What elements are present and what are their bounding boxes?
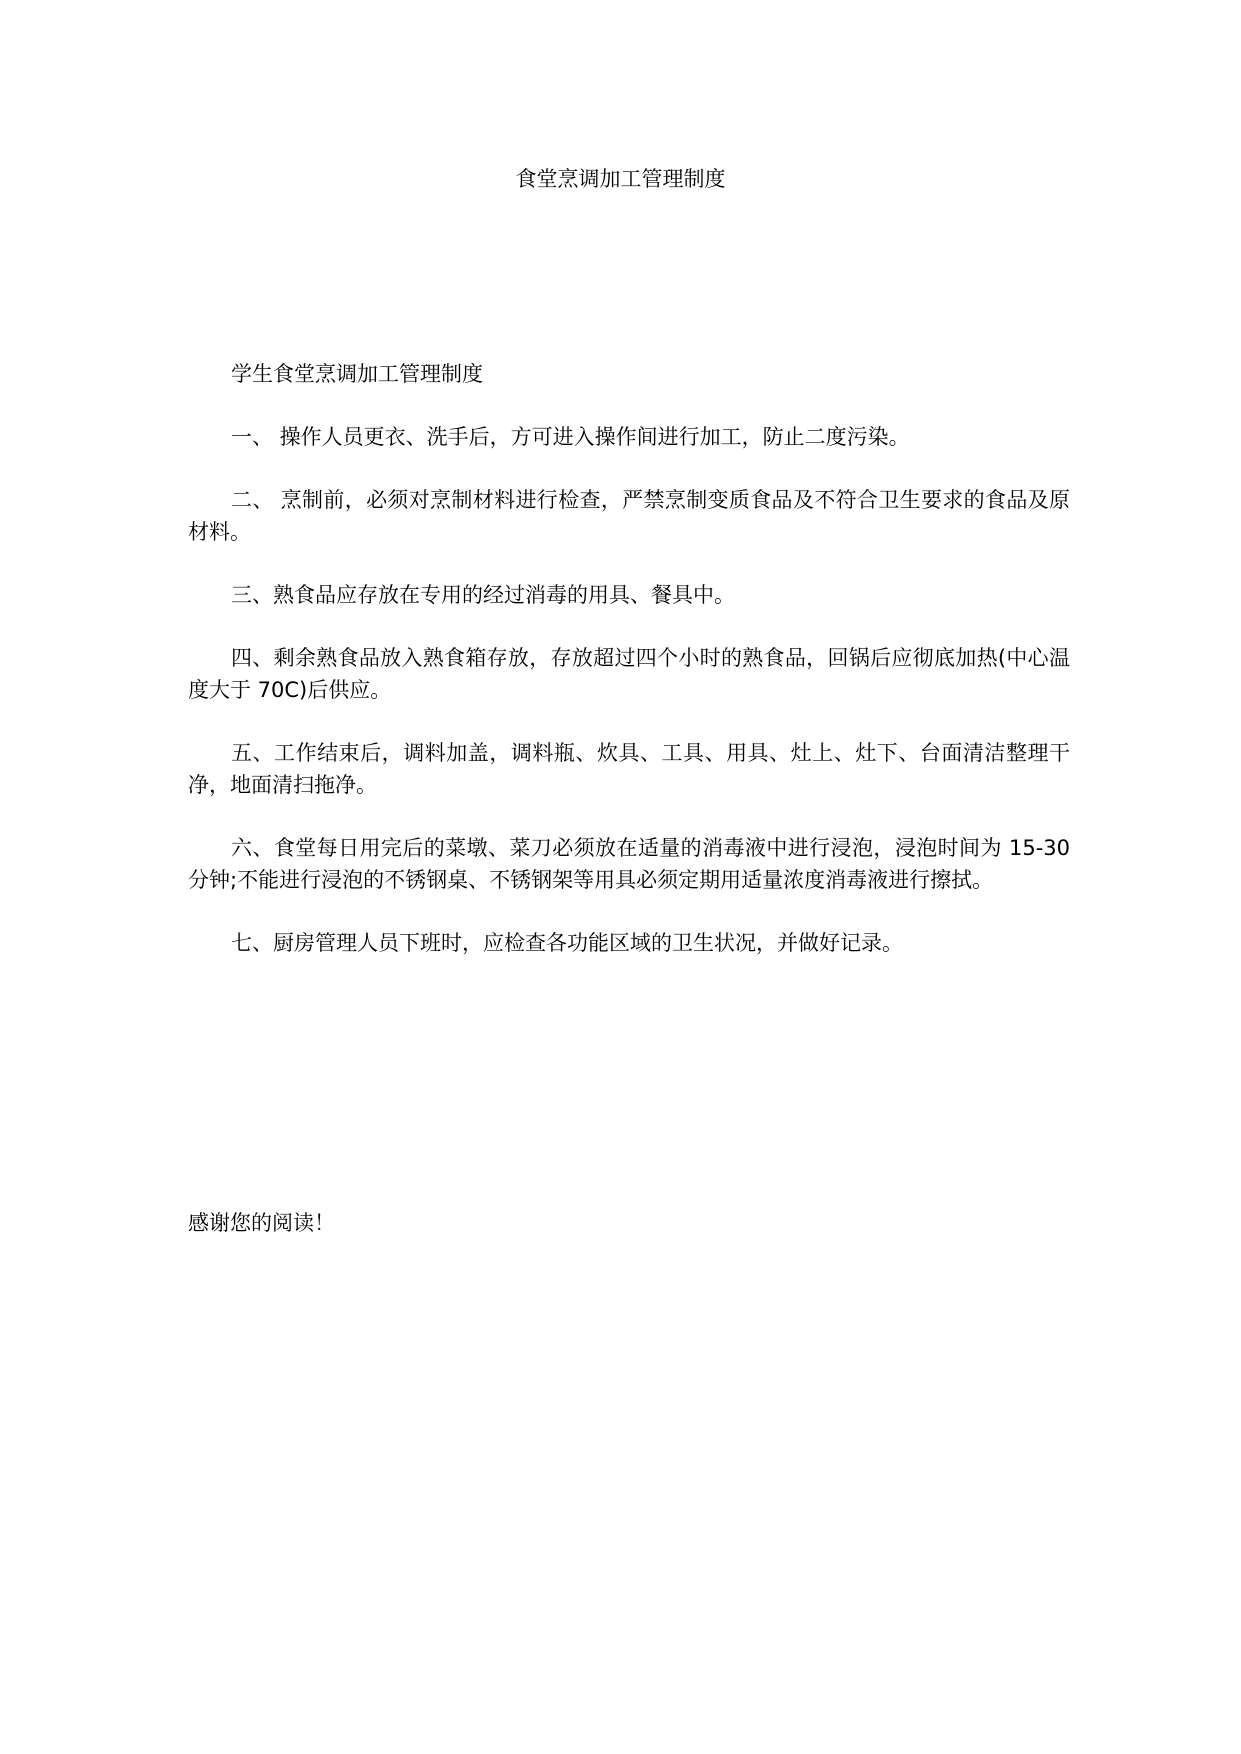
rule-item-1: 一、 操作人员更衣、洗手后，方可进入操作间进行加工，防止二度污染。 — [231, 425, 910, 449]
rule-item-7: 七、厨房管理人员下班时，应检查各功能区域的卫生状况，并做好记录。 — [231, 931, 903, 955]
rule-item-5: 五、工作结束后，调料加盖，调料瓶、炊具、工具、用具、灶上、灶下、台面清洁整理干净，地面清扫拖净。 — [188, 741, 1070, 797]
rule-item-2: 二、 烹制前，必须对烹制材料进行检查，严禁烹制变质食品及不符合卫生要求的食品及原材料。 — [188, 488, 1070, 544]
rule-item-4: 四、剩余熟食品放入熟食箱存放，存放超过四个小时的熟食品，回锅后应彻底加热(中心温度大于 70C)后供应。 — [188, 646, 1070, 702]
page-title: 食堂烹调加工管理制度 — [515, 167, 726, 191]
rule-item-3: 三、熟食品应存放在专用的经过消毒的用具、餐具中。 — [231, 583, 735, 607]
document-subtitle: 学生食堂烹调加工管理制度 — [231, 362, 483, 386]
rule-item-6: 六、食堂每日用完后的菜墩、菜刀必须放在适量的消毒液中进行浸泡，浸泡时间为 15-30 分钟;不能进行浸泡的不锈钢桌、不锈钢架等用具必须定期用适量浓度消毒液进行擦拭。 — [188, 836, 1070, 892]
closing-text: 感谢您的阅读！ — [188, 1211, 335, 1235]
document-body — [188, 358, 1070, 990]
